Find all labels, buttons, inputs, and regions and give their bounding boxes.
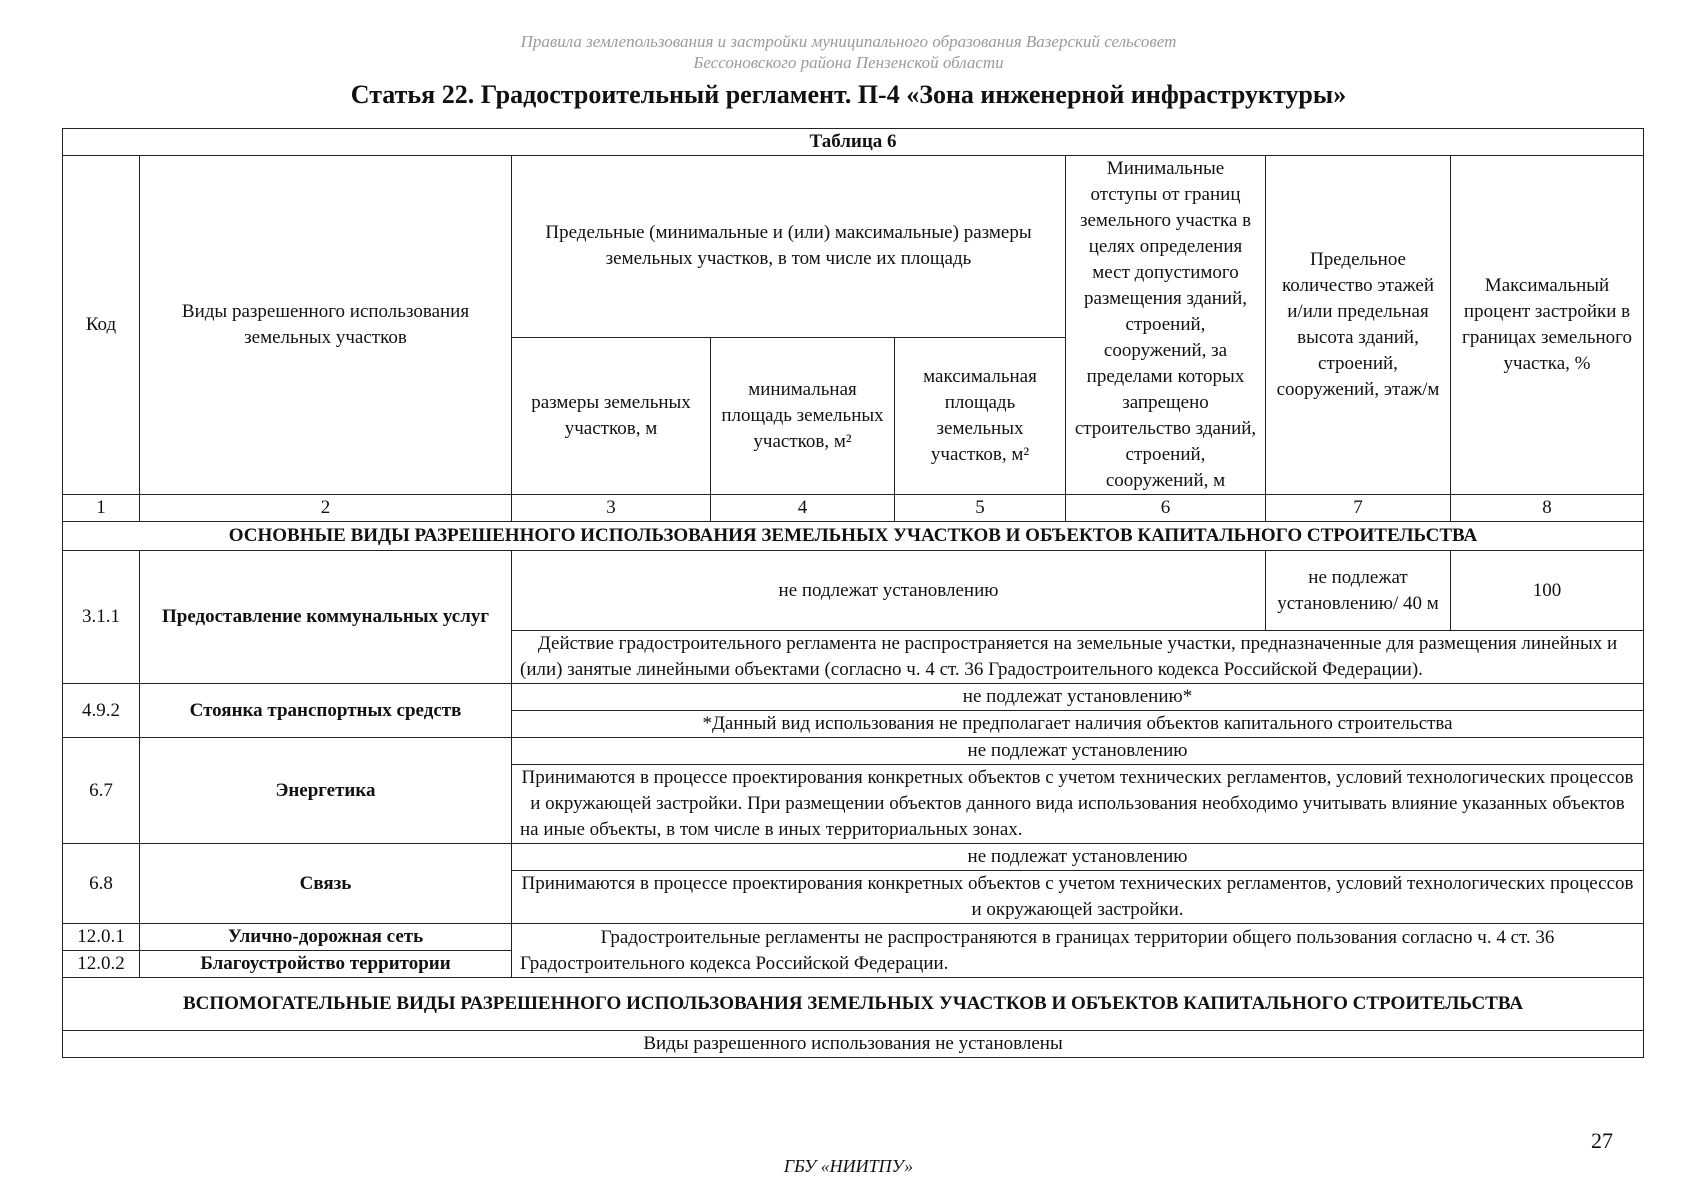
row-use-name: Благоустройство территории	[140, 951, 512, 978]
table-number: Таблица 6	[63, 129, 1644, 156]
aux-text: Виды разрешенного использования не установлены	[63, 1031, 1644, 1058]
column-numbers-row	[63, 495, 1644, 522]
col-number: 8	[1451, 495, 1644, 522]
row-floors: не подлежат установлению/ 40 м	[1266, 551, 1451, 631]
row-coverage: 100	[1451, 551, 1644, 631]
col-number: 4	[711, 495, 895, 522]
table-label-row	[63, 129, 1644, 156]
row-note: Принимаются в процессе проектирования конкретных объектов с учетом технических регламентов, условий технологических процессов и окружающей застройки. При размещении объектов данного вида использования необходимо учитывать влияние указанных объектов на иные объекты, в том числе в иных территориальных зонах.	[512, 765, 1644, 844]
row-shared-note: Градостроительные регламенты не распространяются в границах территории общего пользования согласно ч. 4 ст. 36 Градостроительного кодекса Российской Федерации.	[512, 924, 1644, 978]
regulation-table	[62, 128, 1644, 1058]
header-min-area: минимальная площадь земельных участков, м²	[711, 337, 895, 494]
row-use-name: Энергетика	[140, 738, 512, 844]
col-number: 2	[140, 495, 512, 522]
row-code: 3.1.1	[63, 551, 140, 684]
col-number: 7	[1266, 495, 1451, 522]
header-row-1	[63, 156, 1644, 338]
table-row	[63, 924, 1644, 951]
row-code: 12.0.1	[63, 924, 140, 951]
header-code: Код	[63, 156, 140, 495]
aux-text-row	[63, 1031, 1644, 1058]
row-params: не подлежат установлению	[512, 844, 1644, 871]
col-number: 3	[512, 495, 711, 522]
article-title: Статья 22. Градостроительный регламент. П-4 «Зона инженерной инфраструктуры»	[350, 80, 1347, 109]
running-header-line-1: Правила землепользования и застройки муниципального образования Вазерский сельсовет	[520, 32, 1177, 51]
aux-section-heading: ВСПОМОГАТЕЛЬНЫЕ ВИДЫ РАЗРЕШЕННОГО ИСПОЛЬЗОВАНИЯ ЗЕМЕЛЬНЫХ УЧАСТКОВ И ОБЪЕКТОВ КАПИТАЛЬНОГО СТРОИТЕЛЬСТВА	[63, 978, 1644, 1031]
col-number: 6	[1066, 495, 1266, 522]
table-row	[63, 738, 1644, 765]
row-use-name: Улично-дорожная сеть	[140, 924, 512, 951]
page-number: 27	[1591, 1128, 1613, 1153]
main-section-row	[63, 522, 1644, 551]
table-row	[63, 844, 1644, 871]
col-number: 1	[63, 495, 140, 522]
header-plot-sizes-group: Предельные (минимальные и (или) максимальные) размеры земельных участков, в том числе их площадь	[512, 156, 1066, 338]
running-header-line-2: Бессоновского района Пензенской области	[693, 53, 1004, 72]
row-code: 6.7	[63, 738, 140, 844]
row-note: Действие градостроительного регламента не распространяется на земельные участки, предназначенные для размещения линейных и (или) занятые линейными объектами (согласно ч. 4 ст. 36 Градостроительного кодекса Российской Федерации).	[512, 631, 1644, 684]
table-row	[63, 551, 1644, 631]
row-code: 6.8	[63, 844, 140, 924]
header-floors: Предельное количество этажей и/или предельная высота зданий, строений, сооружений, этаж/м	[1266, 156, 1451, 495]
row-code: 4.9.2	[63, 684, 140, 738]
col-number: 5	[895, 495, 1066, 522]
main-section-heading: ОСНОВНЫЕ ВИДЫ РАЗРЕШЕННОГО ИСПОЛЬЗОВАНИЯ ЗЕМЕЛЬНЫХ УЧАСТКОВ И ОБЪЕКТОВ КАПИТАЛЬНОГО СТРОИТЕЛЬСТВА	[63, 522, 1644, 551]
row-use-name: Стоянка транспортных средств	[140, 684, 512, 738]
header-max-coverage: Максимальный процент застройки в границах земельного участка, %	[1451, 156, 1644, 495]
row-params: не подлежат установлению	[512, 551, 1266, 631]
row-note: *Данный вид использования не предполагает наличия объектов капитального строительства	[512, 711, 1644, 738]
row-params: не подлежат установлению	[512, 738, 1644, 765]
header-use-types: Виды разрешенного использования земельных участков	[140, 156, 512, 495]
footer-organization: ГБУ «НИИТПУ»	[783, 1156, 914, 1176]
row-code: 12.0.2	[63, 951, 140, 978]
header-setbacks: Минимальные отступы от границ земельного участка в целях определения мест допустимого размещения зданий, строений, сооружений, за пределами которых запрещено строительство зданий, строений, сооружений, м	[1066, 156, 1266, 495]
table-row	[63, 684, 1644, 711]
aux-section-row	[63, 978, 1644, 1031]
header-plot-dims: размеры земельных участков, м	[512, 337, 711, 494]
row-params: не подлежат установлению*	[512, 684, 1644, 711]
row-use-name: Связь	[140, 844, 512, 924]
header-max-area: максимальная площадь земельных участков, м²	[895, 337, 1066, 494]
row-note: Принимаются в процессе проектирования конкретных объектов с учетом технических регламентов, условий технологических процессов и окружающей застройки.	[512, 871, 1644, 924]
row-use-name: Предоставление коммунальных услуг	[140, 551, 512, 684]
